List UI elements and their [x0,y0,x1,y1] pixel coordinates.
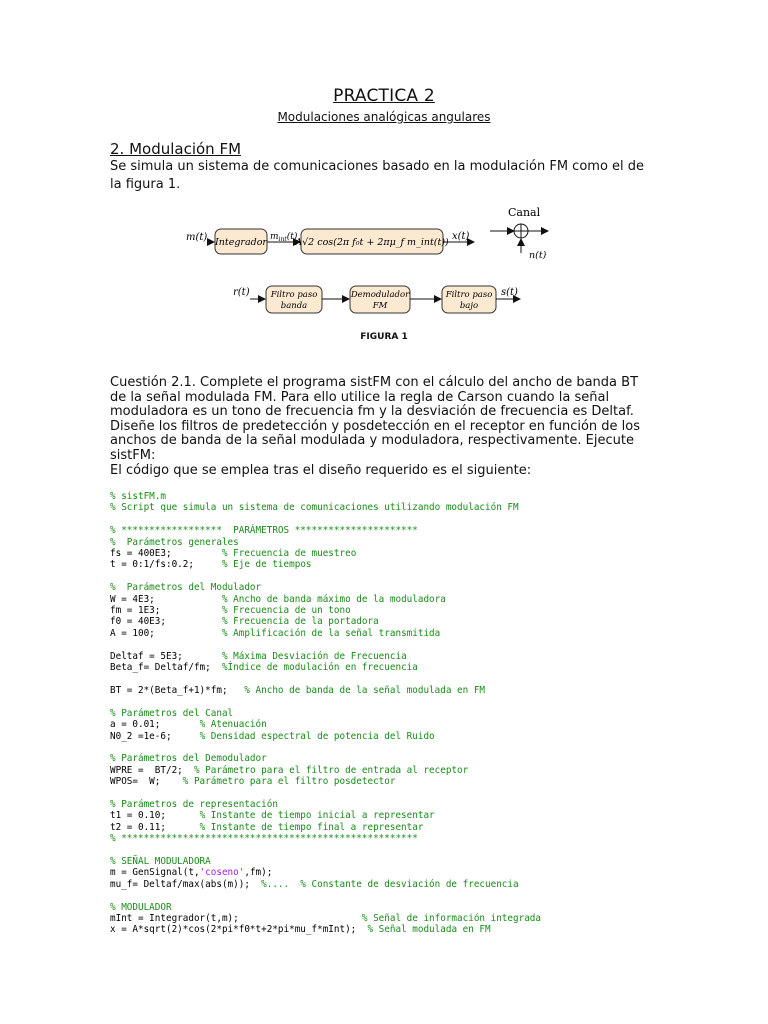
code-comment: % Ancho de banda máximo de la moduladora [221,593,446,605]
code-line: Beta_f= Deltaf/fm; [110,662,222,674]
code-comment: % Frecuencia de la portadora [221,616,379,628]
code-comment: % Frecuencia de muestreo [221,548,357,560]
code-line: WPOS= W; [110,776,183,788]
code-line: mInt = Integrador(t,m); [110,913,362,925]
code-comment: % Ancho de banda de la señal modulada en FM [244,684,486,696]
code-comment: % Script que simula un sistema de comunicaciones utilizando modulación FM [110,502,519,514]
code-line: t2 = 0.11; [110,821,200,833]
code-comment: % Amplificación de la señal transmitida [221,627,441,639]
code-string: 'coseno' [199,867,245,879]
code-comment: % Parámetros del Canal [110,707,234,719]
code-intro: El código que se emplea tras el diseño requerido es el siguiente: [110,463,532,478]
code-line: mu_f= Deltaf/max(abs(m)); [110,878,262,890]
bandpass-filter-label-2: banda [280,301,308,311]
code-comment: % Señal de información integrada [361,913,541,925]
code-comment: % Máxima Desviación de Frecuencia [221,650,407,662]
code-line: A = 100; [110,627,222,639]
code-comment: %.... % Constante de desviación de frecuencia [261,878,519,890]
lowpass-filter-label: Filtro paso [445,290,493,300]
code-listing [110,491,541,936]
page-subtitle: Modulaciones analógicas angulares [277,110,491,124]
code-comment: % Densidad espectral de potencia del Ruido [199,730,435,742]
code-comment: % Frecuencia de un tono [221,605,351,617]
question-paragraph: Cuestión 2.1. Complete el programa sistFM con el cálculo del ancho de banda BT de la señal modulada FM. Para ello utilice la regla de Carson cuando la señal moduladora es un tono de frecuencia fm y la desviación de frecuencia es Deltaf. Diseñe los filtros de predetección y posdetección en el receptor en función de los anchos de banda de la señal modulada y moduladora, respectivamente. Ejecute sistFM: [110,375,641,463]
code-line: x = A*sqrt(2)*cos(2*pi*f0*t+2*pi*mu_f*mInt); [110,924,368,936]
code-line: m = GenSignal(t, [110,867,200,879]
page-title: PRACTICA 2 [333,86,435,106]
code-comment: % SEÑAL MODULADORA [110,856,211,867]
code-line: t1 = 0.10; [110,810,200,822]
code-comment: % sistFM.m [110,491,166,502]
code-comment: % ***************************************************** [110,833,418,845]
code-line: a = 0.01; [110,719,200,731]
code-comment: % Eje de tiempos [221,559,312,571]
demodulator-label: Demodulador [350,290,410,300]
figure-caption: FIGURA 1 [360,332,408,342]
mint-label: $m_{int}(t)$ [270,232,298,243]
code-line: BT = 2*(Beta_f+1)*fm; [110,684,245,696]
code-comment: % ****************** PARÁMETROS ********************** [110,525,418,537]
rx-input-label: r(t) [233,287,250,298]
code-line: N0_2 =1e-6; [110,730,200,742]
code-comment: % Señal modulada en FM [367,924,491,936]
channel-label: Canal [508,206,541,219]
code-line: Deltaf = 5E3; [110,650,222,662]
code-line: W = 4E3; [110,593,222,605]
noise-label: n(t) [529,250,547,261]
code-comment: % Parámetro para el filtro posdetector [182,776,396,788]
code-comment: % MODULADOR [110,901,172,913]
code-line: fm = 1E3; [110,605,222,617]
code-line: WPRE = BT/2; [110,764,194,776]
tx-input-label: m(t) [186,232,208,243]
modulator-formula: A√2 cos(2π f₀t + 2πμ_f m_int(t)) [295,237,449,248]
intro-paragraph: Se simula un sistema de comunicaciones basado en la modulación FM como el de la figura 1. [110,159,645,192]
code-line: ,fm); [244,867,273,879]
bandpass-filter-label: Filtro paso [270,290,318,300]
tx-output-label: x(t) [452,231,470,242]
code-comment: % Instante de tiempo inicial a representar [199,810,435,822]
code-comment: % Atenuación [199,719,267,731]
code-comment: % Parámetro para el filtro de entrada al receptor [193,764,469,776]
code-comment: % Parámetros del Modulador [110,582,262,594]
code-comment: % Parámetros del Demodulador [110,753,267,765]
rx-output-label: s(t) [501,287,518,298]
fm-system-diagram [0,195,768,325]
section-heading: 2. Modulación FM [110,140,242,158]
code-line: f0 = 40E3; [110,616,222,628]
code-comment: % Parámetros de representación [110,798,278,810]
code-comment: % Parámetros generales [110,536,239,548]
code-line: fs = 400E3; [110,548,222,560]
code-line: t = 0:1/fs:0.2; [110,559,222,571]
integrator-label: Integrador [215,237,267,248]
code-comment: % Instante de tiempo final a representar [199,821,424,833]
code-comment: %Índice de modulación en frecuencia [221,662,418,674]
lowpass-filter-label-2: bajo [459,301,479,311]
demodulator-label-2: FM [372,301,388,311]
